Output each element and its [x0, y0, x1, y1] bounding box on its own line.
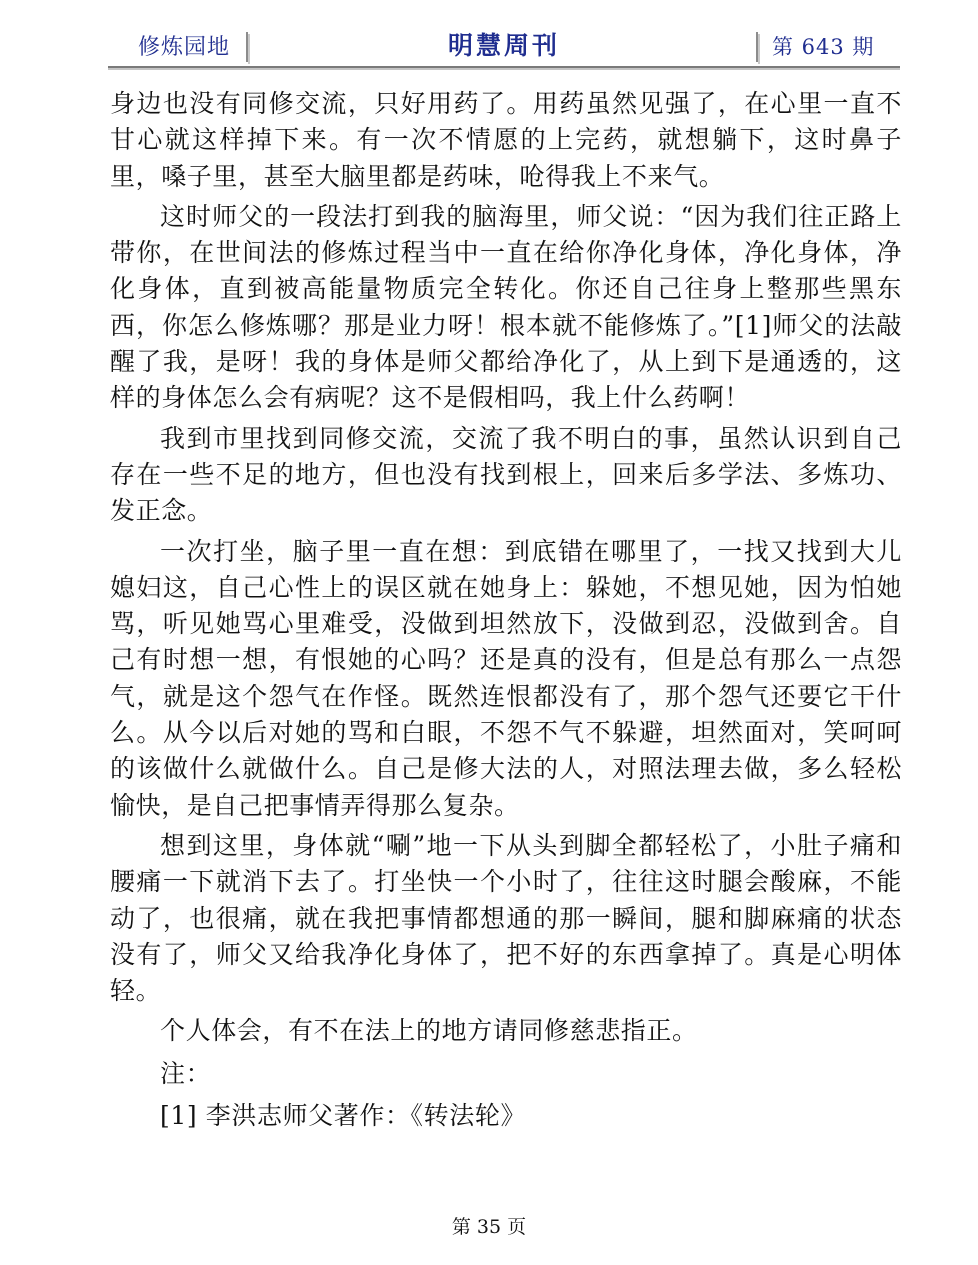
paragraph-5: 想到这里，身体就“唰”地一下从头到脚全都轻松了，小肚子痛和腰痛一下就消下去了。打坐快一个小时了，往往这时腿会酸麻，不能动了，也很痛，就在我把事情都想通的那一瞬间，腿和脚麻痛的状态没有了，师父又给我净化身体了，把不好的东西拿掉了。真是心明体轻。 [110, 830, 902, 1006]
header-divider-right [756, 32, 758, 62]
page-header [108, 24, 900, 68]
paragraph-1: 身边也没有同修交流，只好用药了。用药虽然见强了，在心里一直不甘心就这样掉下来。有一次不情愿的上完药，就想躺下，这时鼻子里，嗓子里，甚至大脑里都是药味，呛得我上不来气。 [110, 89, 902, 191]
article-body [110, 86, 902, 1138]
paragraph-6: 个人体会，有不在法上的地方请同修慈悲指正。 [160, 1016, 698, 1046]
notes-label: 注： [160, 1058, 212, 1088]
header-rule [108, 66, 900, 68]
page-number: 第 35 页 [451, 1216, 527, 1238]
section-name: 修炼园地 [138, 35, 231, 60]
paragraph-2: 这时师父的一段法打到我的脑海里，师父说：“因为我们往正路上带你，在世间法的修炼过程当中一直在给你净化身体，净化身体，净化身体，直到被高能量物质完全转化。你还自己往身上整那些黑东西，你怎么修炼哪？那是业力呀！根本就不能修炼了。”[1]师父的法敲醒了我，是呀！我的身体是师父都给净化了，从上到下是通透的，这样的身体怎么会有病呢？这不是假相吗，我上什么药啊！ [110, 201, 902, 413]
issue-number: 第 643 期 [772, 35, 875, 59]
note-item: [1] 李洪志师父著作：《转法轮》 [160, 1101, 527, 1131]
paragraph-3: 我到市里找到同修交流，交流了我不明白的事，虽然认识到自己存在一些不足的地方，但也没有找到根上，回来后多学法、多炼功、发正念。 [110, 423, 902, 526]
publication-title: 明慧周刊 [447, 31, 560, 60]
paragraph-4: 一次打坐，脑子里一直在想：到底错在哪里了，一找又找到大儿媳妇这，自己心性上的误区就在她身上：躲她，不想见她，因为怕她骂，听见她骂心里难受，没做到坦然放下，没做到忍，没做到舍。自己有时想一想，有恨她的心吗？还是真的没有，但是总有那么一点怨气，就是这个怨气在作怪。既然连恨都没有了，那个怨气还要它干什么。从今以后对她的骂和白眼，不怨不气不躲避，坦然面对，笑呵呵的该做什么就做什么。自己是修大法的人，对照法理去做，多么轻松愉快，是自己把事情弄得那么复杂。 [110, 536, 902, 820]
